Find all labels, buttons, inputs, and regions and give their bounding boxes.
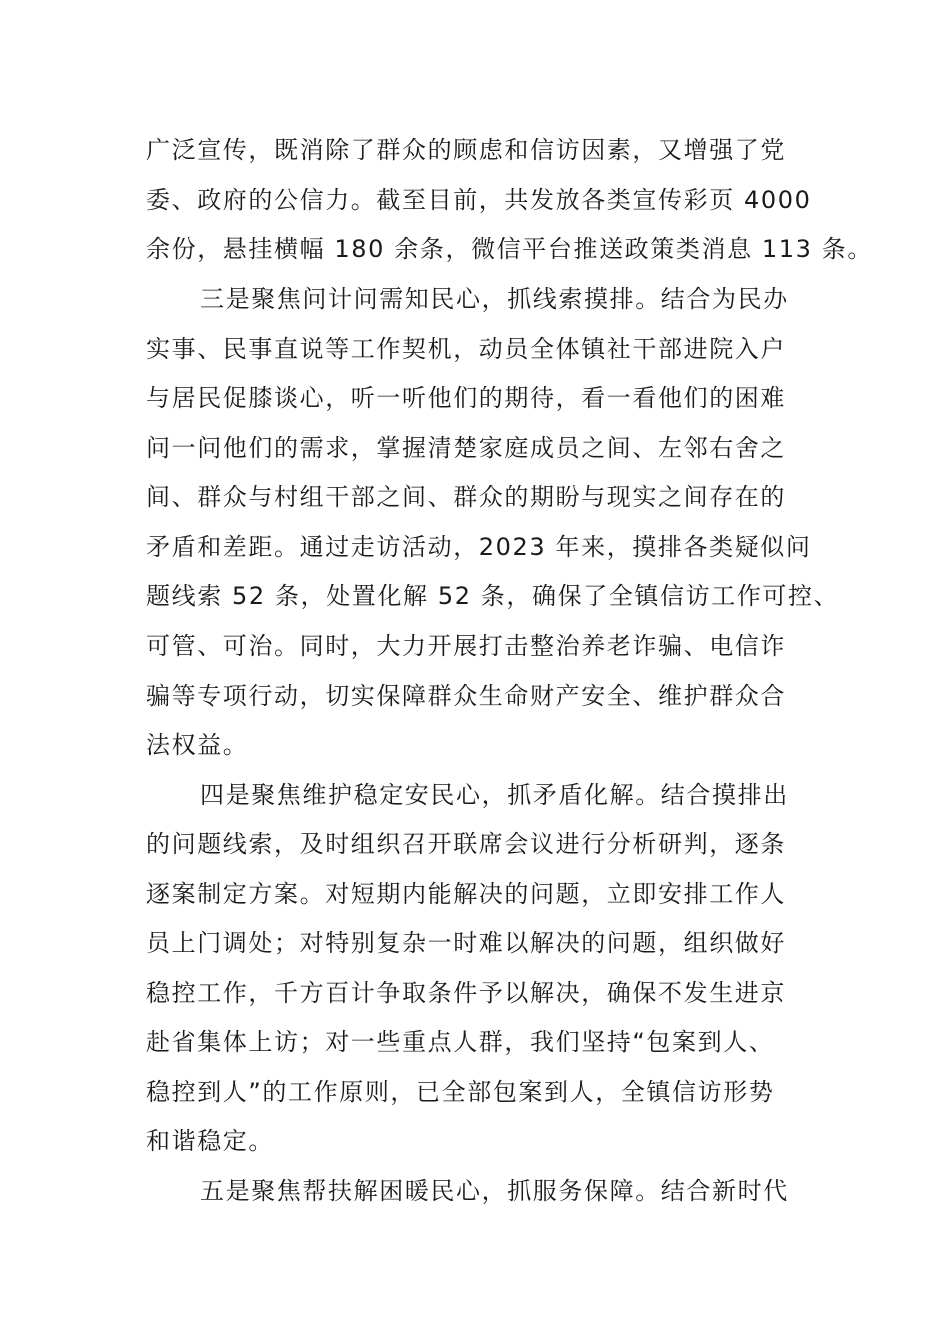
paragraph-start-line: 三是聚焦问计问需知民心，抓线索摸排。结合为民办 — [200, 285, 789, 313]
text-line: 稳控工作，千方百计争取条件予以解决，确保不发生进京 — [146, 979, 786, 1007]
text-line: 余份，悬挂横幅 180 余条，微信平台推送政策类消息 113 条。 — [146, 235, 873, 263]
paragraph-start-line: 五是聚焦帮扶解困暖民心，抓服务保障。结合新时代 — [200, 1177, 789, 1205]
text-line: 广泛宣传，既消除了群众的顾虑和信访因素，又增强了党 — [146, 136, 786, 164]
text-line: 实事、民事直说等工作契机，动员全体镇社干部进院入户 — [146, 335, 786, 363]
text-line: 法权益。 — [146, 731, 249, 759]
text-line: 可管、可治。同时，大力开展打击整治养老诈骗、电信诈 — [146, 632, 786, 660]
text-line: 和谐稳定。 — [146, 1127, 274, 1155]
paragraph-start-line: 四是聚焦维护稳定安民心，抓矛盾化解。结合摸排出 — [200, 781, 789, 809]
text-line: 逐案制定方案。对短期内能解决的问题，立即安排工作人 — [146, 880, 786, 908]
text-line: 赴省集体上访；对一些重点人群，我们坚持“包案到人、 — [146, 1028, 775, 1056]
text-line: 稳控到人”的工作原则，已全部包案到人，全镇信访形势 — [146, 1078, 775, 1106]
text-line: 员上门调处；对特别复杂一时难以解决的问题，组织做好 — [146, 929, 786, 957]
text-line: 问一问他们的需求，掌握清楚家庭成员之间、左邻右舍之 — [146, 434, 786, 462]
text-line: 骗等专项行动，切实保障群众生命财产安全、维护群众合 — [146, 682, 786, 710]
text-line: 间、群众与村组干部之间、群众的期盼与现实之间存在的 — [146, 483, 786, 511]
text-line: 的问题线索，及时组织召开联席会议进行分析研判，逐条 — [146, 830, 786, 858]
text-line: 矛盾和差距。通过走访活动，2023 年来，摸排各类疑似问 — [146, 533, 812, 561]
text-line: 委、政府的公信力。截至目前，共发放各类宣传彩页 4000 — [146, 186, 812, 214]
text-line: 与居民促膝谈心，听一听他们的期待，看一看他们的困难 — [146, 384, 786, 412]
text-line: 题线索 52 条，处置化解 52 条，确保了全镇信访工作可控、 — [146, 582, 840, 610]
